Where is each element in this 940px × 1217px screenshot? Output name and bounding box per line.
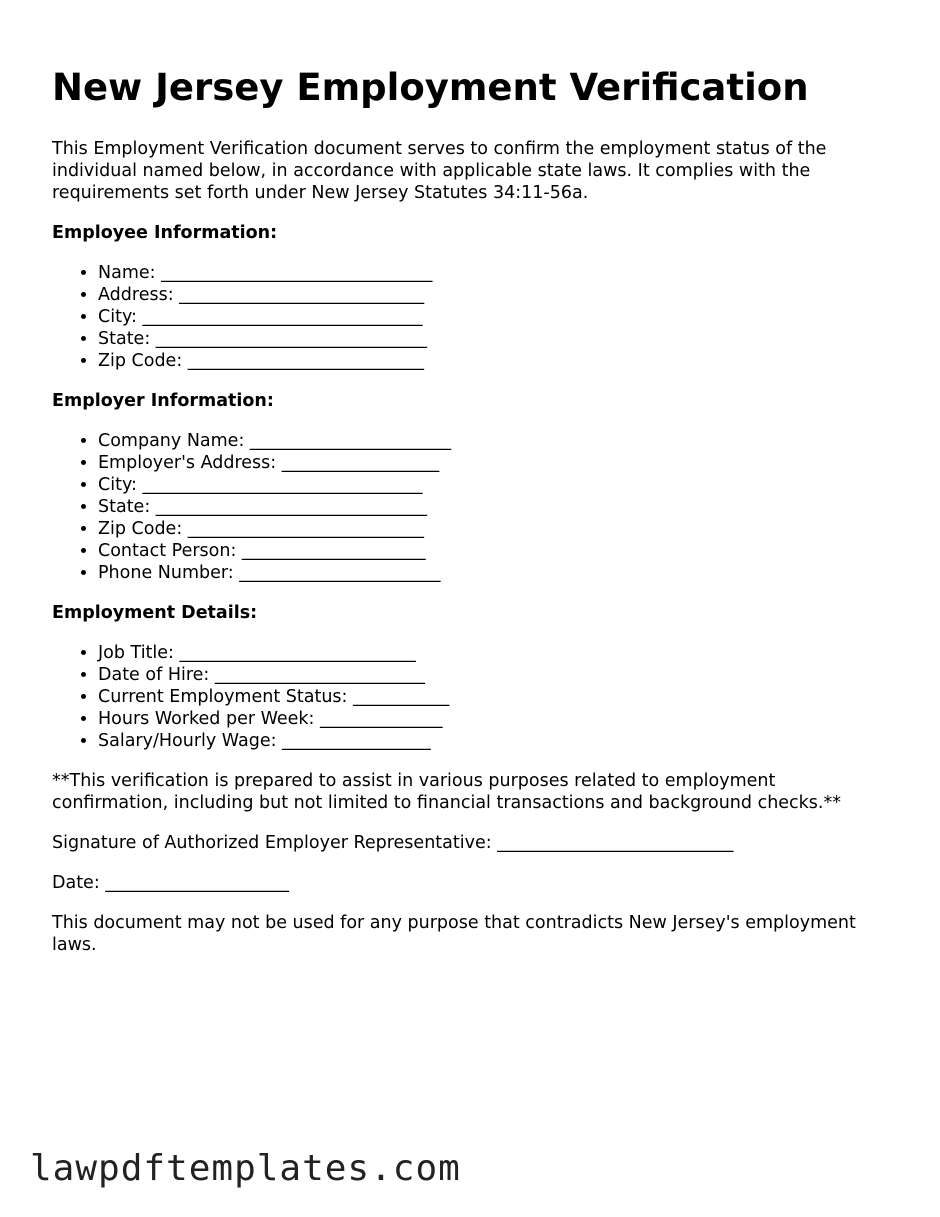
company-name-field: • Company Name: _______________________ bbox=[98, 430, 892, 452]
signature-line: Signature of Authorized Employer Representative: ___________________________ bbox=[52, 833, 734, 853]
contact-person-field: • Contact Person: _____________________ bbox=[98, 540, 892, 562]
employer-field-list bbox=[52, 430, 892, 584]
employer-state-field: • State: _______________________________ bbox=[98, 496, 892, 518]
hours-per-week-field: • Hours Worked per Week: ______________ bbox=[98, 708, 892, 730]
employer-address-field: • Employer's Address: __________________ bbox=[98, 452, 892, 474]
employer-zip-field: • Zip Code: ___________________________ bbox=[98, 518, 892, 540]
phone-number-field: • Phone Number: _______________________ bbox=[98, 562, 892, 584]
employment-details-list bbox=[52, 642, 892, 752]
employee-section-heading: Employee Information: bbox=[52, 223, 278, 243]
employer-section-heading: Employer Information: bbox=[52, 391, 274, 411]
document-title: New Jersey Employment Verification bbox=[52, 66, 809, 109]
verification-note: **This verification is prepared to assist in various purposes related to employment confirmation, including but not limited to financial transactions and background checks.** bbox=[52, 771, 841, 813]
site-watermark: lawpdftemplates.com bbox=[30, 1148, 461, 1189]
employer-city-field: • City: ________________________________ bbox=[98, 474, 892, 496]
employee-address-field: • Address: ____________________________ bbox=[98, 284, 892, 306]
date-line: Date: _____________________ bbox=[52, 873, 290, 893]
disclaimer-paragraph: This document may not be used for any purpose that contradicts New Jersey's employment laws. bbox=[52, 913, 856, 955]
employee-city-field: • City: ________________________________ bbox=[98, 306, 892, 328]
salary-wage-field: • Salary/Hourly Wage: _________________ bbox=[98, 730, 892, 752]
employee-zip-field: • Zip Code: ___________________________ bbox=[98, 350, 892, 372]
employee-name-field: • Name: _______________________________ bbox=[98, 262, 892, 284]
employee-field-list bbox=[52, 262, 892, 372]
employment-details-heading: Employment Details: bbox=[52, 603, 258, 623]
employee-state-field: • State: _______________________________ bbox=[98, 328, 892, 350]
job-title-field: • Job Title: ___________________________ bbox=[98, 642, 892, 664]
date-of-hire-field: • Date of Hire: ________________________ bbox=[98, 664, 892, 686]
employment-status-field: • Current Employment Status: ___________ bbox=[98, 686, 892, 708]
intro-paragraph: This Employment Verification document serves to confirm the employment status of the individual named below, in accordance with applicable state laws. It complies with the requirements set forth under New Jersey Statutes 34:11-56a. bbox=[52, 139, 827, 203]
document-page bbox=[52, 64, 892, 974]
